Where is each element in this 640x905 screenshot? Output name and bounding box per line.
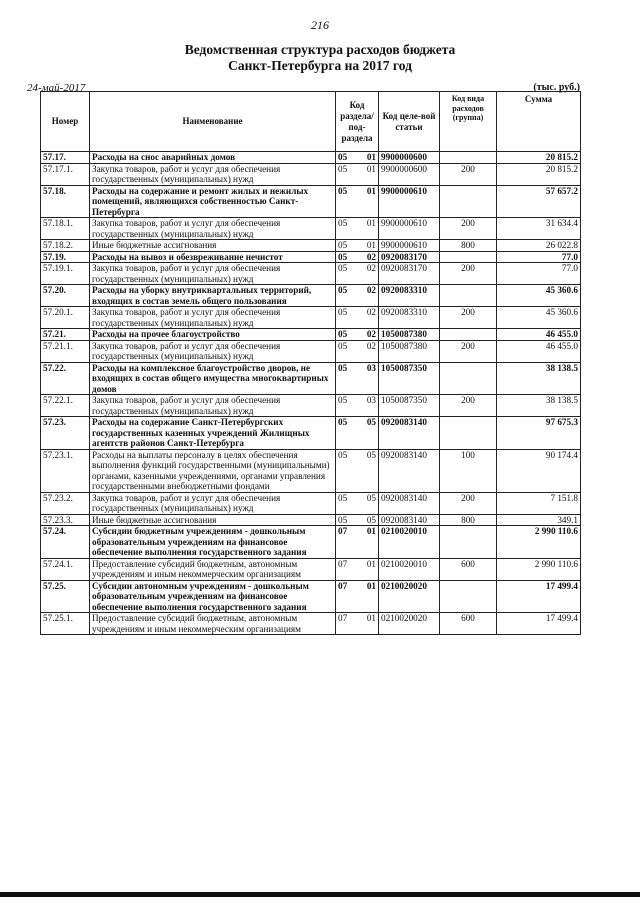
row-number: 57.25. — [41, 580, 90, 613]
row-sum: 46 455.0 — [497, 340, 581, 362]
row-target-code: 9900000610 — [379, 185, 440, 218]
row-sum: 38 138.5 — [497, 362, 581, 395]
row-section: 05 — [336, 240, 359, 252]
row-target-code: 0920083310 — [379, 285, 440, 307]
row-section: 05 — [336, 307, 359, 329]
row-expense-type — [440, 526, 497, 559]
row-number: 57.18.1. — [41, 218, 90, 240]
row-expense-type — [440, 285, 497, 307]
row-target-code: 1050087380 — [379, 329, 440, 341]
row-target-code: 0920083140 — [379, 449, 440, 492]
row-section: 05 — [336, 263, 359, 285]
row-name: Расходы на комплексное благоустройство дворов, не входящих в состав общего имущества многоквартирных домов — [90, 362, 336, 395]
row-name: Закупка товаров, работ и услуг для обеспечения государственных (муниципальных) нужд — [90, 340, 336, 362]
row-name: Предоставление субсидий бюджетным, автономным учреждениям и иным некоммерческим организациям — [90, 558, 336, 580]
row-sum: 38 138.5 — [497, 395, 581, 417]
row-section: 05 — [336, 362, 359, 395]
row-number: 57.24.1. — [41, 558, 90, 580]
row-number: 57.20.1. — [41, 307, 90, 329]
row-subsection: 01 — [359, 185, 379, 218]
row-section: 05 — [336, 449, 359, 492]
row-section: 07 — [336, 526, 359, 559]
row-expense-type: 200 — [440, 163, 497, 185]
units-label: (тыс. руб.) — [533, 82, 580, 93]
bottom-rule — [0, 892, 640, 897]
row-expense-type: 200 — [440, 307, 497, 329]
row-sum: 2 990 110.6 — [497, 526, 581, 559]
row-subsection: 02 — [359, 340, 379, 362]
row-number: 57.23.3. — [41, 514, 90, 526]
row-name: Иные бюджетные ассигнования — [90, 514, 336, 526]
table-row — [41, 417, 581, 450]
row-sum: 57 657.2 — [497, 185, 581, 218]
row-sum: 77.0 — [497, 251, 581, 263]
row-target-code: 9900000610 — [379, 240, 440, 252]
row-sum: 31 634.4 — [497, 218, 581, 240]
row-subsection: 01 — [359, 163, 379, 185]
row-subsection: 01 — [359, 152, 379, 164]
row-target-code: 0920083170 — [379, 251, 440, 263]
table-row — [41, 580, 581, 613]
row-number: 57.20. — [41, 285, 90, 307]
row-number: 57.22. — [41, 362, 90, 395]
row-name: Расходы на содержание Санкт-Петербургских государственных казенных учреждений Жилищных агентств районов Санкт-Петербурга — [90, 417, 336, 450]
row-expense-type: 200 — [440, 395, 497, 417]
row-section: 05 — [336, 340, 359, 362]
row-name: Закупка товаров, работ и услуг для обеспечения государственных (муниципальных) нужд — [90, 263, 336, 285]
row-expense-type: 800 — [440, 514, 497, 526]
header-expense-type: Код вида расходов (группа) — [440, 92, 497, 152]
row-subsection: 03 — [359, 395, 379, 417]
row-name: Закупка товаров, работ и услуг для обеспечения государственных (муниципальных) нужд — [90, 218, 336, 240]
row-sum: 90 174.4 — [497, 449, 581, 492]
row-number: 57.23. — [41, 417, 90, 450]
row-name: Предоставление субсидий бюджетным, автономным учреждениям и иным некоммерческим организациям — [90, 613, 336, 635]
row-section: 05 — [336, 417, 359, 450]
row-target-code: 0920083170 — [379, 263, 440, 285]
row-target-code: 9900000600 — [379, 152, 440, 164]
row-target-code: 1050087350 — [379, 362, 440, 395]
row-expense-type: 200 — [440, 492, 497, 514]
table-row — [41, 449, 581, 492]
row-section: 07 — [336, 558, 359, 580]
row-expense-type: 100 — [440, 449, 497, 492]
row-subsection: 01 — [359, 218, 379, 240]
row-subsection: 03 — [359, 362, 379, 395]
row-subsection: 02 — [359, 251, 379, 263]
row-section: 07 — [336, 613, 359, 635]
row-sum: 46 455.0 — [497, 329, 581, 341]
row-name: Иные бюджетные ассигнования — [90, 240, 336, 252]
row-subsection: 02 — [359, 263, 379, 285]
row-number: 57.25.1. — [41, 613, 90, 635]
row-sum: 7 151.8 — [497, 492, 581, 514]
row-target-code: 0920083140 — [379, 514, 440, 526]
row-name: Расходы на содержание и ремонт жилых и нежилых помещений, являющихся собственностью Санкт-Петербурга — [90, 185, 336, 218]
row-number: 57.18. — [41, 185, 90, 218]
row-subsection: 05 — [359, 417, 379, 450]
row-target-code: 0210020020 — [379, 580, 440, 613]
row-subsection: 02 — [359, 307, 379, 329]
table-row — [41, 185, 581, 218]
row-number: 57.23.1. — [41, 449, 90, 492]
row-name: Расходы на выплаты персоналу в целях обеспечения выполнения функций государственными (муниципальными) органами, казенными учреждениями, органами управления государственными внебюджетными фондами — [90, 449, 336, 492]
row-section: 05 — [336, 514, 359, 526]
row-name: Расходы на вывоз и обезвреживание нечистот — [90, 251, 336, 263]
table-row — [41, 613, 581, 635]
budget-table — [40, 91, 581, 635]
table-row — [41, 526, 581, 559]
row-subsection: 05 — [359, 449, 379, 492]
table-row — [41, 558, 581, 580]
row-sum: 45 360.6 — [497, 307, 581, 329]
row-sum: 17 499.4 — [497, 580, 581, 613]
row-subsection: 01 — [359, 613, 379, 635]
table-row — [41, 263, 581, 285]
title-line-2: Санкт-Петербурга на 2017 год — [228, 58, 412, 73]
row-name: Субсидии автономным учреждениям - дошкольным образовательным учреждениям на финансовое обеспечение выполнения государственного задания — [90, 580, 336, 613]
row-section: 05 — [336, 251, 359, 263]
row-target-code: 1050087350 — [379, 395, 440, 417]
row-subsection: 01 — [359, 240, 379, 252]
row-number: 57.21.1. — [41, 340, 90, 362]
row-expense-type: 600 — [440, 613, 497, 635]
row-name: Расходы на прочее благоустройство — [90, 329, 336, 341]
table-row — [41, 362, 581, 395]
row-expense-type: 800 — [440, 240, 497, 252]
row-sum: 17 499.4 — [497, 613, 581, 635]
row-target-code: 0920083140 — [379, 492, 440, 514]
row-name: Закупка товаров, работ и услуг для обеспечения государственных (муниципальных) нужд — [90, 395, 336, 417]
row-section: 05 — [336, 163, 359, 185]
row-subsection: 05 — [359, 514, 379, 526]
header-name: Наименование — [90, 92, 336, 152]
row-sum: 97 675.3 — [497, 417, 581, 450]
row-expense-type — [440, 251, 497, 263]
row-section: 05 — [336, 285, 359, 307]
row-number: 57.24. — [41, 526, 90, 559]
row-section: 05 — [336, 185, 359, 218]
row-name: Закупка товаров, работ и услуг для обеспечения государственных (муниципальных) нужд — [90, 492, 336, 514]
row-target-code: 0210020010 — [379, 526, 440, 559]
table-row — [41, 285, 581, 307]
row-subsection: 01 — [359, 526, 379, 559]
table-row — [41, 218, 581, 240]
page-number: 216 — [311, 18, 329, 32]
table-row — [41, 152, 581, 164]
row-target-code: 0210020010 — [379, 558, 440, 580]
row-expense-type: 600 — [440, 558, 497, 580]
row-target-code: 9900000600 — [379, 163, 440, 185]
row-section: 05 — [336, 218, 359, 240]
header-target: Код целе-вой статьи — [379, 92, 440, 152]
row-section: 07 — [336, 580, 359, 613]
table-row — [41, 340, 581, 362]
row-target-code: 9900000610 — [379, 218, 440, 240]
row-expense-type: 200 — [440, 340, 497, 362]
row-expense-type: 200 — [440, 263, 497, 285]
row-expense-type: 200 — [440, 218, 497, 240]
row-sum: 349.1 — [497, 514, 581, 526]
row-sum: 20 815.2 — [497, 163, 581, 185]
table-row — [41, 251, 581, 263]
row-target-code: 0920083140 — [379, 417, 440, 450]
header-section: Код раздела/ под-раздела — [336, 92, 379, 152]
row-subsection: 01 — [359, 558, 379, 580]
row-section: 05 — [336, 492, 359, 514]
row-sum: 26 022.8 — [497, 240, 581, 252]
table-body — [41, 152, 581, 635]
row-sum: 77.0 — [497, 263, 581, 285]
row-section: 05 — [336, 329, 359, 341]
row-expense-type — [440, 185, 497, 218]
row-number: 57.19.1. — [41, 263, 90, 285]
table-row — [41, 329, 581, 341]
row-number: 57.23.2. — [41, 492, 90, 514]
table-row — [41, 514, 581, 526]
row-expense-type — [440, 362, 497, 395]
row-number: 57.21. — [41, 329, 90, 341]
row-section: 05 — [336, 395, 359, 417]
row-sum: 20 815.2 — [497, 152, 581, 164]
table-row — [41, 163, 581, 185]
row-number: 57.19. — [41, 251, 90, 263]
table-row — [41, 307, 581, 329]
row-subsection: 05 — [359, 492, 379, 514]
header-number: Номер — [41, 92, 90, 152]
table-header — [41, 92, 581, 152]
row-subsection: 02 — [359, 285, 379, 307]
row-number: 57.17. — [41, 152, 90, 164]
table-row — [41, 240, 581, 252]
document-date: 24-май-2017 — [27, 82, 86, 94]
row-sum: 45 360.6 — [497, 285, 581, 307]
header-sum: Сумма — [497, 92, 581, 152]
row-name: Расходы на снос аварийных домов — [90, 152, 336, 164]
row-name: Расходы на уборку внутриквартальных территорий, входящих в состав земель общего пользования — [90, 285, 336, 307]
row-expense-type — [440, 329, 497, 341]
row-name: Субсидии бюджетным учреждениям - дошкольным образовательным учреждениям на финансовое обеспечение выполнения государственного задания — [90, 526, 336, 559]
row-sum: 2 990 110.6 — [497, 558, 581, 580]
row-expense-type — [440, 580, 497, 613]
table-row — [41, 395, 581, 417]
row-name: Закупка товаров, работ и услуг для обеспечения государственных (муниципальных) нужд — [90, 307, 336, 329]
row-expense-type — [440, 152, 497, 164]
row-target-code: 0210020020 — [379, 613, 440, 635]
document-title — [0, 42, 640, 74]
row-target-code: 0920083310 — [379, 307, 440, 329]
row-number: 57.18.2. — [41, 240, 90, 252]
title-line-1: Ведомственная структура расходов бюджета — [184, 42, 456, 57]
row-subsection: 01 — [359, 580, 379, 613]
row-subsection: 02 — [359, 329, 379, 341]
row-number: 57.17.1. — [41, 163, 90, 185]
table-row — [41, 492, 581, 514]
row-section: 05 — [336, 152, 359, 164]
row-expense-type — [440, 417, 497, 450]
row-number: 57.22.1. — [41, 395, 90, 417]
row-target-code: 1050087380 — [379, 340, 440, 362]
row-name: Закупка товаров, работ и услуг для обеспечения государственных (муниципальных) нужд — [90, 163, 336, 185]
